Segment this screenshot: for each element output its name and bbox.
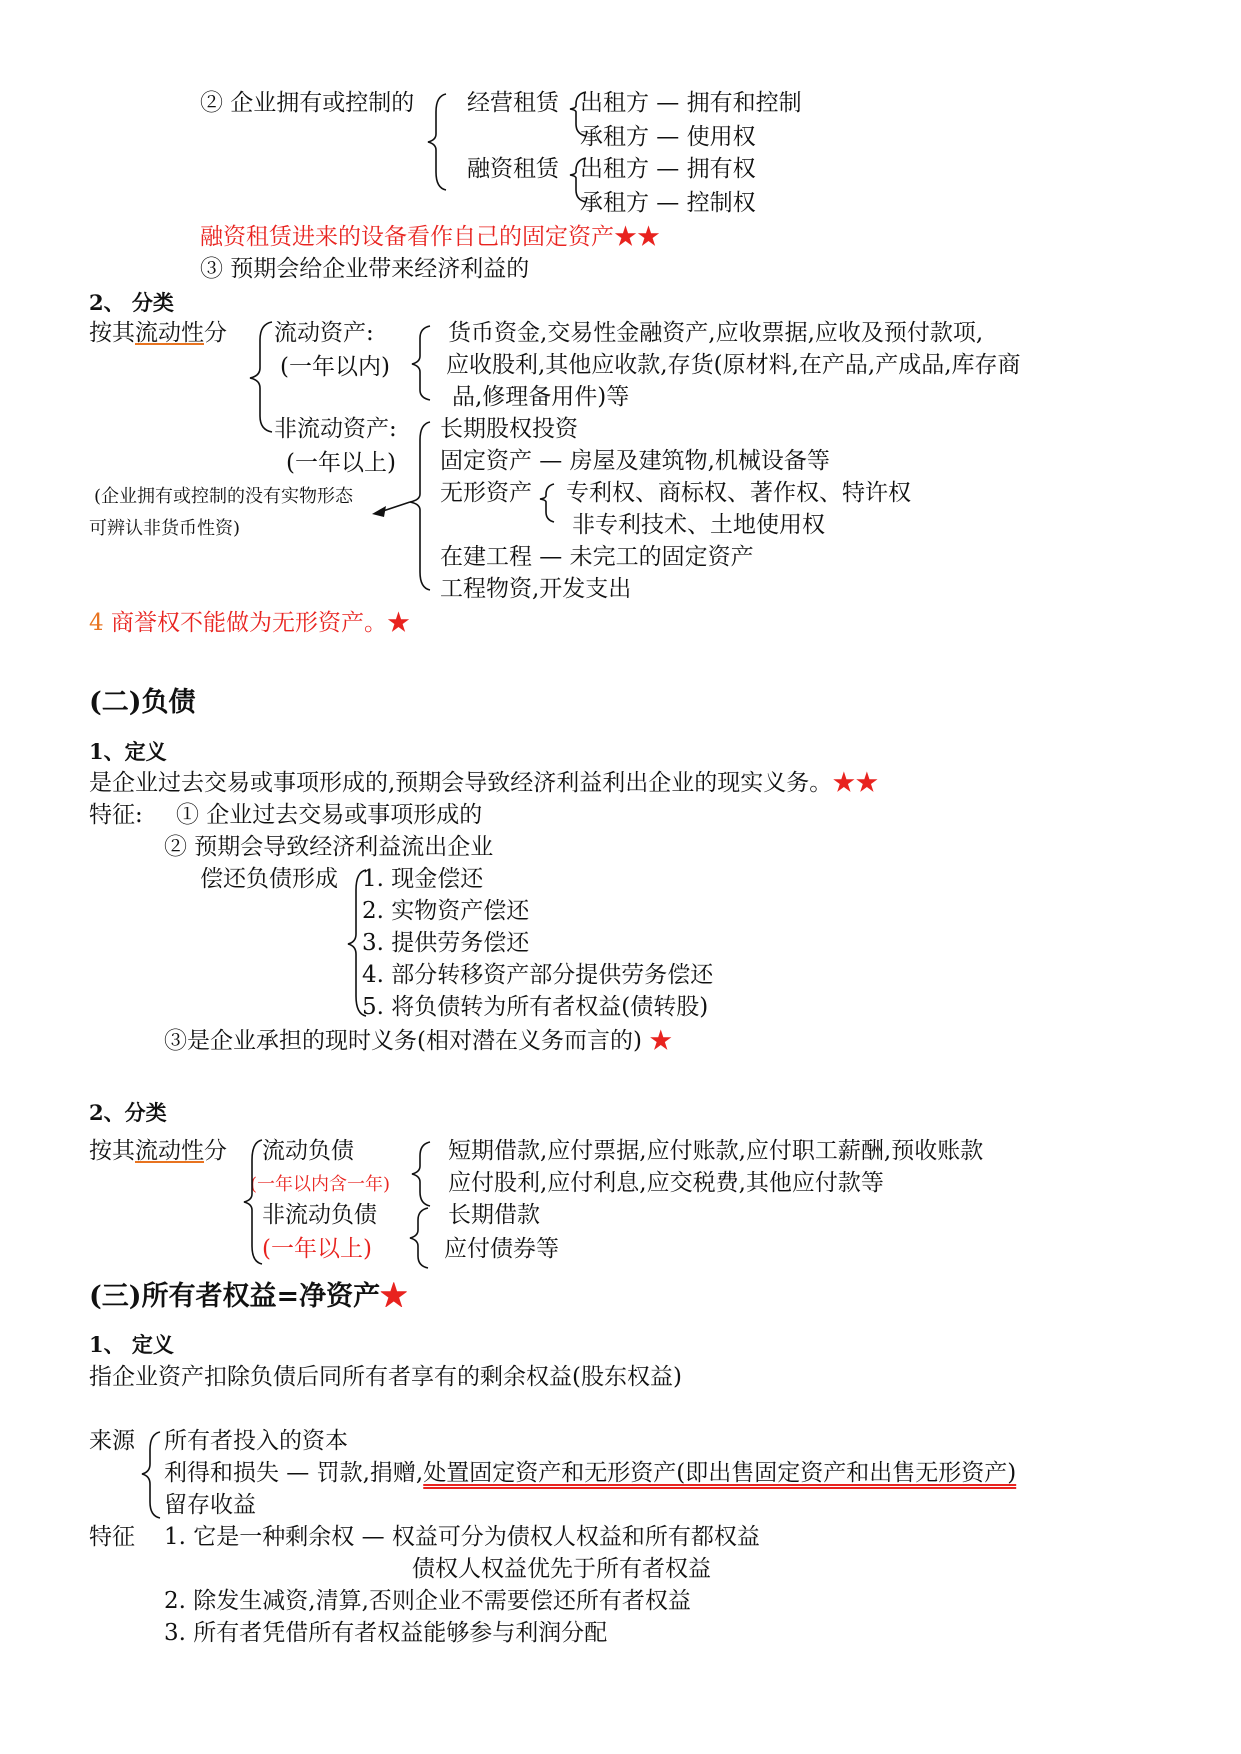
equity-feature-1: 1. 它是一种剩余权 — 权益可分为债权人权益和所有都权益 (164, 1524, 760, 1550)
equity-title-text: (三)所有者权益=净资产 (89, 1281, 381, 1312)
liquidity-keyword: 流动性 (135, 1138, 204, 1164)
repay-2: 2. 实物资产偿还 (362, 898, 530, 924)
star-icon: ★ (380, 1281, 408, 1312)
equity-feature-label: 特征 (89, 1524, 135, 1550)
liabilities-class-heading: 2、分类 (89, 1100, 167, 1125)
star-icon: ★★ (614, 224, 660, 250)
repay-label: 偿还负债形成 (200, 866, 338, 892)
liabilities-feature-3-text: ③是企业承担的现时义务(相对潜在义务而言的) (164, 1028, 642, 1054)
brace-current-liab (412, 1142, 430, 1206)
op-lessee: 承租方 — 使用权 (580, 124, 756, 150)
equity-def-heading: 1、 定义 (89, 1332, 174, 1357)
construction-in-progress: 在建工程 — 未完工的固定资产 (440, 544, 754, 570)
brace-repay (348, 870, 366, 1016)
liabilities-title: (二)负债 (89, 687, 196, 718)
op-lessor: 出租方 — 拥有和控制 (580, 90, 802, 116)
brace-ownership (428, 94, 446, 190)
fixed-assets: 固定资产 — 房屋及建筑物,机械设备等 (440, 448, 830, 474)
fin-lessee: 承租方 — 控制权 (580, 190, 756, 216)
equity-feature-2: 2. 除发生减资,清算,否则企业不需要偿还所有者权益 (164, 1588, 691, 1614)
liabilities-feature-label: 特征: (89, 802, 143, 828)
equity-feature-1b: 债权人权益优先于所有者权益 (412, 1556, 711, 1582)
intangible-assets-label: 无形资产 (440, 480, 532, 506)
engineering-materials: 工程物资,开发支出 (440, 576, 632, 602)
brace-op-lease (570, 92, 586, 136)
long-term-equity-investment: 长期股权投资 (440, 416, 578, 442)
current-assets-line-3: 品,修理备用件)等 (452, 384, 630, 410)
intangible-definition-1: (企业拥有或控制的没有实物形态 (94, 486, 354, 507)
liabilities-feature-2: ② 预期会导致经济利益流出企业 (164, 834, 494, 860)
star-icon: ★ (386, 610, 410, 636)
arrow-head-icon (372, 506, 386, 517)
equity-source-2-underlined: 处置固定资产和无形资产(即出售固定资产和出售无形资产) (423, 1460, 1017, 1486)
liabilities-definition-text: 是企业过去交易或事项形成的,预期会导致经济利益利出企业的现实义务。 (89, 770, 833, 796)
noncurrent-liabilities-1: 长期借款 (448, 1202, 540, 1228)
intangible-assets-1: 专利权、商标权、著作权、特许权 (566, 480, 911, 506)
brace-liab-liquidity (244, 1140, 262, 1264)
repay-3: 3. 提供劳务偿还 (362, 930, 530, 956)
star-icon: ★★ (832, 770, 879, 796)
current-assets-label: 流动资产: (274, 320, 374, 346)
current-liabilities-1: 短期借款,应付票据,应付账款,应付职工薪酬,预收账款 (448, 1138, 984, 1164)
equity-definition: 指企业资产扣除负债后同所有者享有的剩余权益(股东权益) (89, 1364, 682, 1390)
repay-1: 1. 现金偿还 (362, 866, 484, 892)
repay-5: 5. 将负债转为所有者权益(债转股) (362, 994, 709, 1020)
by-prefix: 按其 (89, 320, 135, 346)
noncurrent-liabilities-note: (一年以上) (262, 1236, 372, 1262)
by-prefix: 按其 (89, 1138, 135, 1164)
brace-noncurrent-assets (410, 422, 430, 590)
liabilities-feature-1: ① 企业过去交易或事项形成的 (176, 802, 483, 828)
current-assets-line-1: 货币资金,交易性金融资产,应收票据,应收及预付款项, (448, 320, 984, 346)
by-suffix: 分 (204, 320, 227, 346)
equity-feature-3: 3. 所有者凭借所有者权益能够参与利润分配 (164, 1620, 608, 1646)
current-liabilities-label: 流动负债 (262, 1138, 354, 1164)
by-suffix: 分 (204, 1138, 227, 1164)
brace-intangible (540, 484, 554, 522)
asset-feature-2: ② 企业拥有或控制的 (200, 90, 415, 116)
brace-asset-liquidity (250, 322, 272, 432)
fin-lessor: 出租方 — 拥有权 (580, 156, 756, 182)
equity-source-3: 留存收益 (164, 1492, 256, 1518)
operating-lease-label: 经营租赁 (467, 90, 559, 116)
star-icon: ★ (649, 1028, 673, 1054)
asset-feature-3: ③ 预期会给企业带来经济利益的 (200, 256, 530, 282)
equity-source-1: 所有者投入的资本 (164, 1428, 348, 1454)
finance-lease-note-text: 融资租赁进来的设备看作自己的固定资产 (200, 224, 614, 250)
brace-equity-source (142, 1432, 160, 1518)
goodwill-text: 商誉权不能做为无形资产。 (110, 610, 387, 636)
equity-source-2-prefix: 利得和损失 — 罚款,捐赠, (164, 1460, 424, 1486)
asset-class-heading: 2、 分类 (89, 290, 174, 315)
current-liabilities-2: 应付股利,应付利息,应交税费,其他应付款等 (448, 1170, 884, 1196)
current-assets-note: (一年以内) (280, 354, 390, 380)
equity-source-label: 来源 (89, 1428, 135, 1454)
noncurrent-liabilities-2: 应付债券等 (444, 1236, 559, 1262)
noncurrent-assets-label: 非流动资产: (274, 416, 397, 442)
current-liabilities-note: (一年以内含一年) (250, 1174, 391, 1195)
intangible-definition-2: 可辨认非货币性资) (89, 518, 241, 539)
brace-noncurrent-liab (410, 1208, 428, 1268)
noncurrent-liabilities-label: 非流动负债 (262, 1202, 377, 1228)
brace-current-assets (412, 326, 430, 400)
current-assets-line-2: 应收股利,其他应收款,存货(原材料,在产品,产成品,库存商 (446, 352, 1021, 378)
intangible-assets-2: 非专利技术、土地使用权 (572, 512, 825, 538)
brace-fin-lease (570, 158, 586, 202)
noncurrent-assets-note: (一年以上) (286, 450, 396, 476)
goodwill-num: 4 (89, 610, 104, 636)
repay-4: 4. 部分转移资产部分提供劳务偿还 (362, 962, 714, 988)
liabilities-def-heading: 1、定义 (89, 739, 167, 764)
finance-lease-label: 融资租赁 (467, 156, 559, 182)
liquidity-keyword: 流动性 (135, 320, 204, 346)
